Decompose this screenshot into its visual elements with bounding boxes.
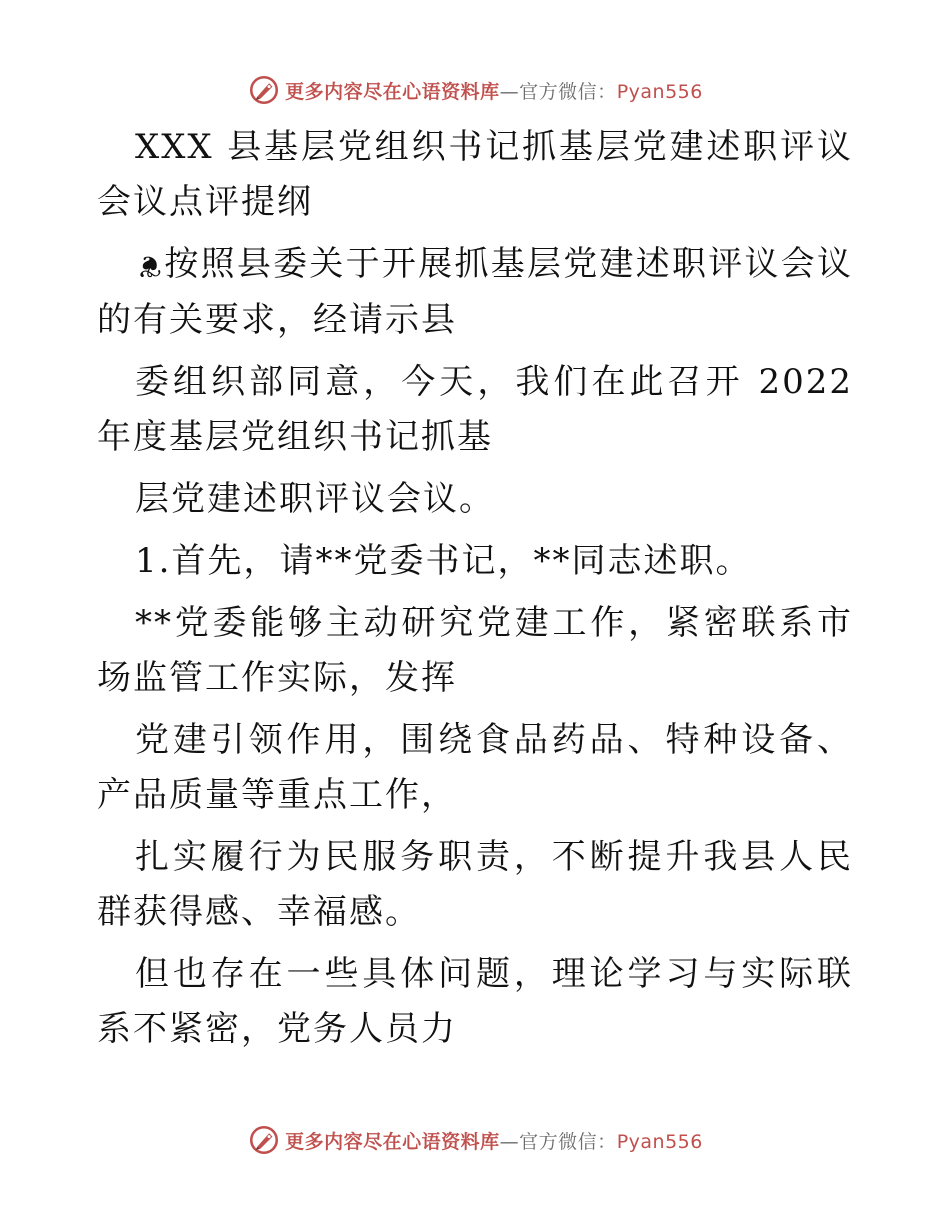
banner-separator: —	[499, 1130, 520, 1153]
banner-main: 更多内容尽在心语资料库	[285, 80, 500, 103]
document-body	[97, 120, 853, 1064]
fleuron-icon: ❦	[135, 248, 163, 283]
banner-text	[285, 1127, 703, 1154]
banner-main: 更多内容尽在心语资料库	[285, 1130, 500, 1153]
paragraph-3: 层党建述职评议会议。	[135, 479, 495, 519]
banner-wechat-id: Pyan556	[616, 1130, 703, 1153]
footer-banner	[0, 1120, 950, 1160]
pen-nib-logo-icon	[247, 1123, 281, 1157]
paragraph-1-text: 按照县委关于开展抓基层党建述职评议会议的有关要求，经请示县	[97, 244, 853, 340]
paragraph-5: **党委能够主动研究党建工作，紧密联系市场监管工作实际，发挥	[97, 603, 853, 698]
banner-wechat-label: 官方微信：	[519, 80, 617, 103]
paragraph-6: 党建引领作用，围绕食品药品、特种设备、产品质量等重点工作，	[97, 720, 853, 815]
banner-wechat-id: Pyan556	[616, 80, 703, 103]
paragraph-1	[97, 237, 853, 348]
document-title: XXX 县基层党组织书记抓基层党建述职评议会议点评提纲	[97, 127, 853, 222]
paragraph-4: 1.首先，请**党委书记，**同志述职。	[135, 541, 752, 581]
banner-text	[285, 77, 703, 104]
paragraph-2: 委组织部同意，今天，我们在此召开 2022 年度基层党组织书记抓基	[97, 362, 853, 457]
banner-separator: —	[499, 80, 520, 103]
pen-nib-logo-icon	[247, 73, 281, 107]
paragraph-8: 但也存在一些具体问题，理论学习与实际联系不紧密，党务人员力	[97, 954, 853, 1049]
paragraph-7: 扎实履行为民服务职责，不断提升我县人民群获得感、幸福感。	[97, 837, 853, 932]
banner-wechat-label: 官方微信：	[519, 1130, 617, 1153]
header-banner	[0, 70, 950, 110]
